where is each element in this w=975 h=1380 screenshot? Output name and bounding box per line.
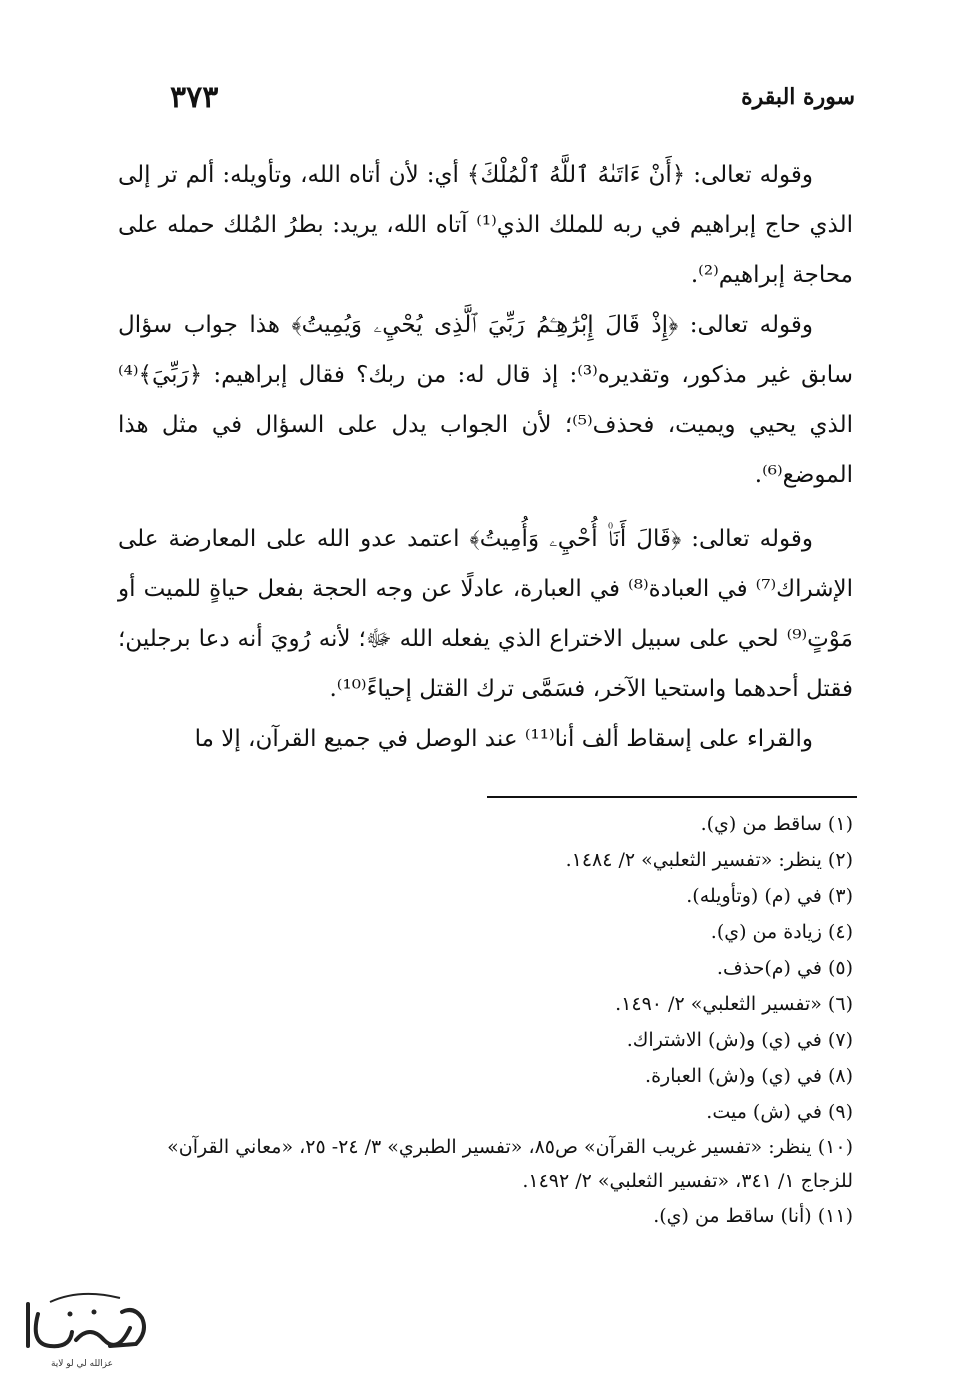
footnote-2: (٢) ينظر: «تفسير الثعلبي» ٢/ ١٤٨٤. — [565, 849, 853, 871]
surah-title: سورة البقرة — [741, 84, 855, 110]
footnotes — [118, 806, 853, 1234]
footnote-3: (٣) في (م) (وتأويله). — [686, 885, 853, 907]
footnote-8: (٨) في (ي) و(ش) العبارة. — [645, 1065, 853, 1087]
main-text — [118, 150, 853, 764]
paragraph-4: والقراء على إسقاط ألف أنا⁽¹¹⁾ عند الوصل في جميع القرآن، إلا ما — [194, 726, 813, 752]
footnote-1: (١) ساقط من (ي). — [700, 813, 853, 835]
svg-text:عزالله لي لو لاية: عزالله لي لو لاية — [50, 1359, 114, 1369]
footnote-10: (١٠) ينظر: «تفسير غريب القرآن» ص٨٥، «تفسير الطبري» ٣/ ٢٤- ٢٥، «معاني القرآن» للزجاج ١/ ٣٤١، «تفسير الثعلبي» ٢/ ١٤٩٢. — [167, 1136, 853, 1192]
footnote-4: (٤) زيادة من (ي). — [710, 921, 853, 943]
page-number: ٣٧٣ — [170, 80, 219, 115]
footnote-9: (٩) في (ش) ميت. — [706, 1101, 853, 1123]
paragraph-2: وقوله تعالى: ﴿إِذْ قَالَ إِبْرَٰهِـۧمُ رَبِّيَ ٱلَّذِى يُحْيِۦ وَيُمِيتُ﴾ هذا جواب سؤال سابق غير مذكور، وتقديره⁽³⁾: إذ قال له: من ربك؟ فقال إبراهيم: ﴿رَبِّيَ﴾⁽⁴⁾ الذي يحيي ويميت، فحذف⁽⁵⁾؛ لأن الجواب يدل على السؤال في مثل هذا الموضع⁽⁶⁾. — [118, 312, 854, 488]
footnote-7: (٧) في (ي) و(ش) الاشتراك. — [626, 1029, 853, 1051]
publisher-logo-icon — [10, 1284, 155, 1374]
page-header — [120, 80, 855, 124]
footnote-5: (٥) في (م)حذف. — [716, 957, 853, 979]
footnote-11: (١١) (أنا) ساقط من (ي). — [653, 1205, 853, 1227]
footnote-6: (٦) «تفسير الثعلبي» ٢/ ١٤٩٠. — [615, 993, 853, 1015]
footnote-divider — [487, 796, 857, 798]
paragraph-3: وقوله تعالى: ﴿قَالَ أَنَا۠ أُحْيِۦ وَأُمِيتُ﴾ اعتمد عدو الله على المعارضة على الإشراك⁽⁷⁾ في العبادة⁽⁸⁾ في العبارة، عادلًا عن وجه الحجة بفعل حياةٍ للميت أو مَوْتٍ⁽⁹⁾ لحي على سبيل الاختراع الذي يفعله الله ﷻ؛ لأنه رُويَ أنه دعا برجلين؛ فقتل أحدهما واستحيا الآخر، فسَمَّى ترك القتل إحياءً⁽¹⁰⁾. — [118, 526, 853, 702]
paragraph-1: وقوله تعالى: ﴿أَنْ ءَاتَىٰهُ ٱللَّهُ ٱلْمُلْكَ﴾ أي: لأن أتاه الله، وتأويله: ألم تر إلى الذي حاج إبراهيم في ربه للملك الذي⁽¹⁾ آتاه الله، يريد: بطرُ المُلك حمله على محاجة إبراهيم⁽²⁾. — [118, 162, 853, 288]
